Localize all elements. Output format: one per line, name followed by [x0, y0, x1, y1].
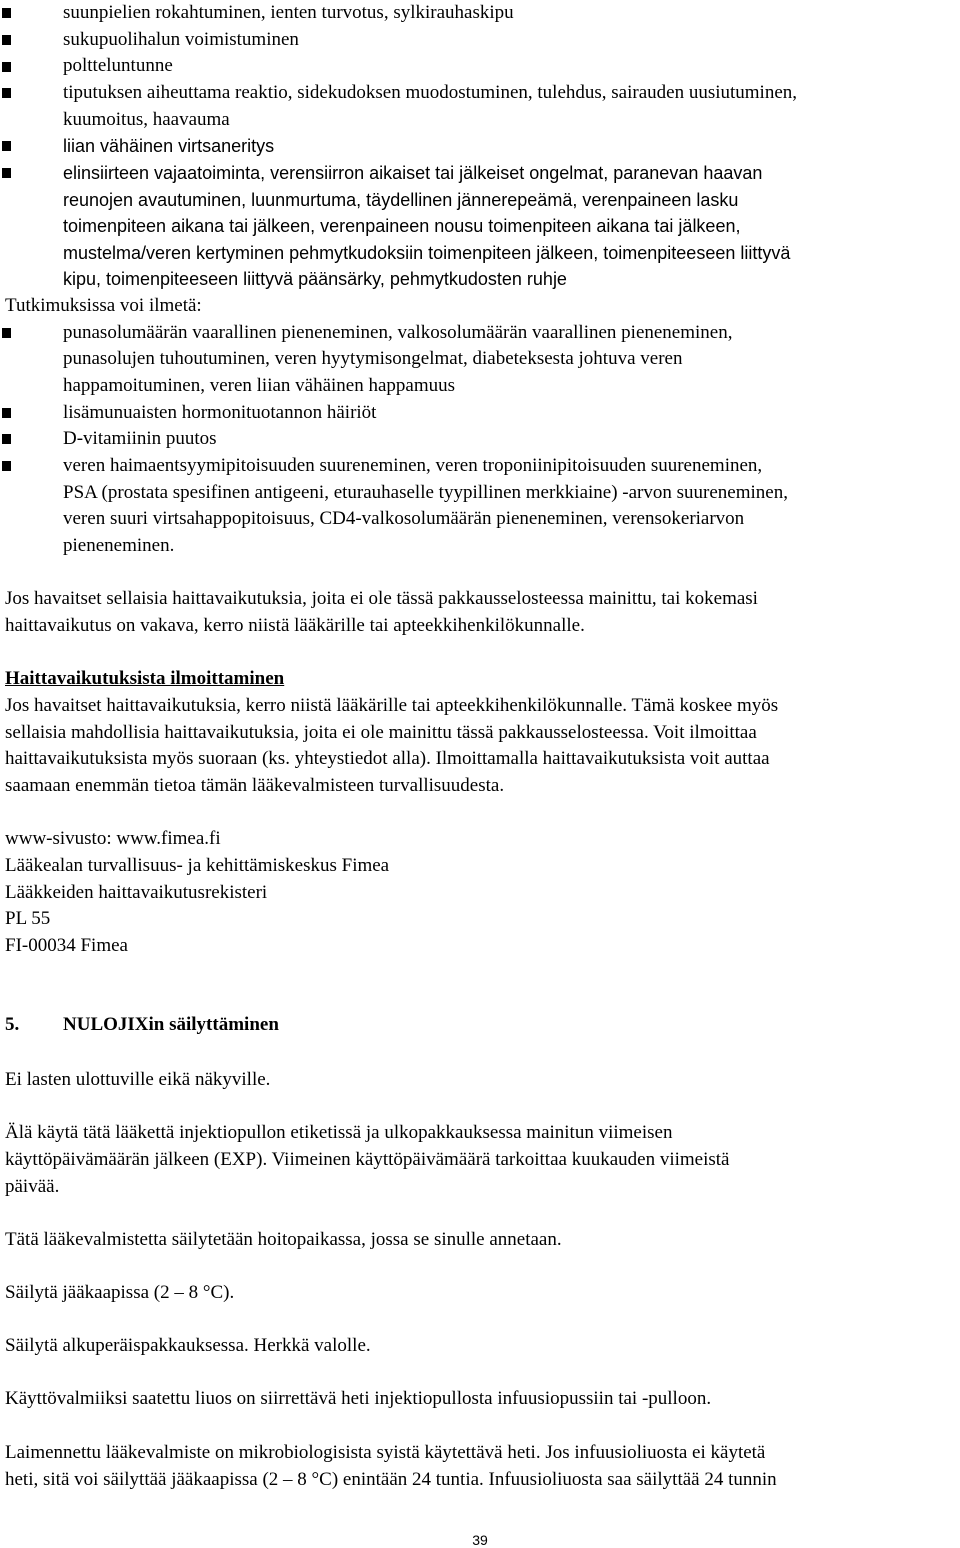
storage-paragraph-continuation: käyttöpäivämäärän jälkeen (EXP). Viimeinen käyttöpäivämäärä tarkoittaa kuukauden viimeistä: [5, 1149, 730, 1170]
contact-line: PL 55: [5, 908, 51, 929]
list-item: tiputuksen aiheuttama reaktio, sidekudoksen muodostuminen, tulehdus, sairauden uusiutuminen,: [63, 82, 798, 103]
storage-paragraph: Käyttövalmiiksi saatettu liuos on siirrettävä heti injektiopullosta infuusiopussiin tai -pulloon.: [5, 1388, 712, 1409]
tests-heading: Tutkimuksissa voi ilmetä:: [5, 295, 202, 316]
list-item: punasolumäärän vaarallinen pieneneminen, valkosolumäärän vaarallinen pieneneminen,: [63, 322, 733, 343]
bullet-icon: [2, 328, 11, 338]
bullet-icon: [2, 461, 11, 471]
list-item: veren haimaentsyymipitoisuuden suureneminen, veren troponiinipitoisuuden suureneminen,: [63, 455, 763, 476]
storage-paragraph: Tätä lääkevalmistetta säilytetään hoitopaikassa, jossa se sinulle annetaan.: [5, 1229, 562, 1250]
notice-line: haittavaikutus on vakava, kerro niistä lääkärille tai apteekkihenkilökunnalle.: [5, 615, 585, 636]
storage-paragraph: Laimennettu lääkevalmiste on mikrobiologisista syistä käytettävä heti. Jos infuusioliuosta ei käytetä: [5, 1442, 766, 1463]
reporting-line: sellaisia mahdollisia haittavaikutuksia, joita ei ole mainittu tässä pakkausselosteessa. Voit ilmoittaa: [5, 722, 757, 743]
contact-line: FI-00034 Fimea: [5, 935, 128, 956]
reporting-line: haittavaikutuksista myös suoraan (ks. yhteystiedot alla). Ilmoittamalla haittavaikutuksista voit auttaa: [5, 748, 770, 769]
list-item-continuation: kipu, toimenpiteeseen liittyvä päänsärky, pehmytkudosten ruhje: [63, 269, 567, 289]
contact-line: Lääkealan turvallisuus- ja kehittämiskeskus Fimea: [5, 855, 390, 876]
list-item-continuation: toimenpiteen aikana tai jälkeen, verenpaineen nousu toimenpiteen aikana tai jälkeen,: [63, 216, 741, 236]
list-item: suunpielien rokahtuminen, ienten turvotus, sylkirauhaskipu: [63, 2, 514, 23]
list-item-continuation: kuumoitus, haavauma: [63, 109, 230, 130]
section-number: 5.: [5, 1014, 20, 1035]
bullet-icon: [2, 88, 11, 98]
list-item-continuation: pieneneminen.: [63, 535, 175, 556]
list-item: poltteluntunne: [63, 55, 173, 76]
bullet-icon: [2, 62, 11, 72]
contact-website[interactable]: www-sivusto: www.fimea.fi: [5, 828, 221, 849]
list-item: sukupuolihalun voimistuminen: [63, 29, 299, 50]
list-item-continuation: punasolujen tuhoutuminen, veren hyytymisongelmat, diabeteksesta johtuva veren: [63, 348, 683, 369]
bullet-icon: [2, 168, 11, 178]
list-item: lisämunuaisten hormonituotannon häiriöt: [63, 402, 377, 423]
reporting-heading: Haittavaikutuksista ilmoittaminen: [5, 668, 285, 689]
contact-line: Lääkkeiden haittavaikutusrekisteri: [5, 882, 268, 903]
list-item: D-vitamiinin puutos: [63, 428, 217, 449]
section-title: NULOJIXin säilyttäminen: [63, 1014, 279, 1035]
list-item-continuation: veren suuri virtsahappopitoisuus, CD4-valkosolumäärän pieneneminen, verensokeriarvon: [63, 508, 745, 529]
list-item-continuation: happamoituminen, veren liian vähäinen happamuus: [63, 375, 456, 396]
bullet-icon: [2, 434, 11, 444]
reporting-line: saamaan enemmän tietoa tämän lääkevalmisteen turvallisuudesta.: [5, 775, 505, 796]
bullet-icon: [2, 408, 11, 418]
bullet-icon: [2, 35, 11, 45]
page-number: 39: [472, 1532, 488, 1548]
storage-paragraph: Säilytä jääkaapissa (2 – 8 °C).: [5, 1282, 235, 1303]
list-item-continuation: mustelma/veren kertyminen pehmytkudoksiin toimenpiteen jälkeen, toimenpiteeseen liittyvä: [63, 243, 791, 263]
storage-paragraph: Säilytä alkuperäispakkauksessa. Herkkä valolle.: [5, 1335, 371, 1356]
bullet-icon: [2, 8, 11, 18]
storage-paragraph-continuation: heti, sitä voi säilyttää jääkaapissa (2 – 8 °C) enintään 24 tuntia. Infuusioliuosta saa säilyttää 24 tunnin: [5, 1469, 777, 1490]
storage-paragraph: Ei lasten ulottuville eikä näkyville.: [5, 1069, 271, 1090]
list-item-continuation: reunojen avautuminen, luunmurtuma, täydellinen jännerepeämä, verenpaineen lasku: [63, 190, 739, 210]
bullet-icon: [2, 141, 11, 151]
list-item: elinsiirteen vajaatoiminta, verensiirron aikaiset tai jälkeiset ongelmat, paranevan haavan: [63, 163, 763, 183]
reporting-line: Jos havaitset haittavaikutuksia, kerro niistä lääkärille tai apteekkihenkilökunnalle. Tämä koskee myös: [5, 695, 779, 716]
notice-line: Jos havaitset sellaisia haittavaikutuksia, joita ei ole tässä pakkausselosteessa mainittu, tai kokemasi: [5, 588, 758, 609]
storage-paragraph: Älä käytä tätä lääkettä injektiopullon etiketissä ja ulkopakkauksessa mainitun viimeisen: [5, 1122, 673, 1143]
list-item-continuation: PSA (prostata spesifinen antigeeni, eturauhaselle tyypillinen merkkiaine) -arvon suureneminen,: [63, 482, 788, 503]
list-item: liian vähäinen virtsaneritys: [63, 136, 275, 156]
storage-paragraph-continuation: päivää.: [5, 1176, 60, 1197]
